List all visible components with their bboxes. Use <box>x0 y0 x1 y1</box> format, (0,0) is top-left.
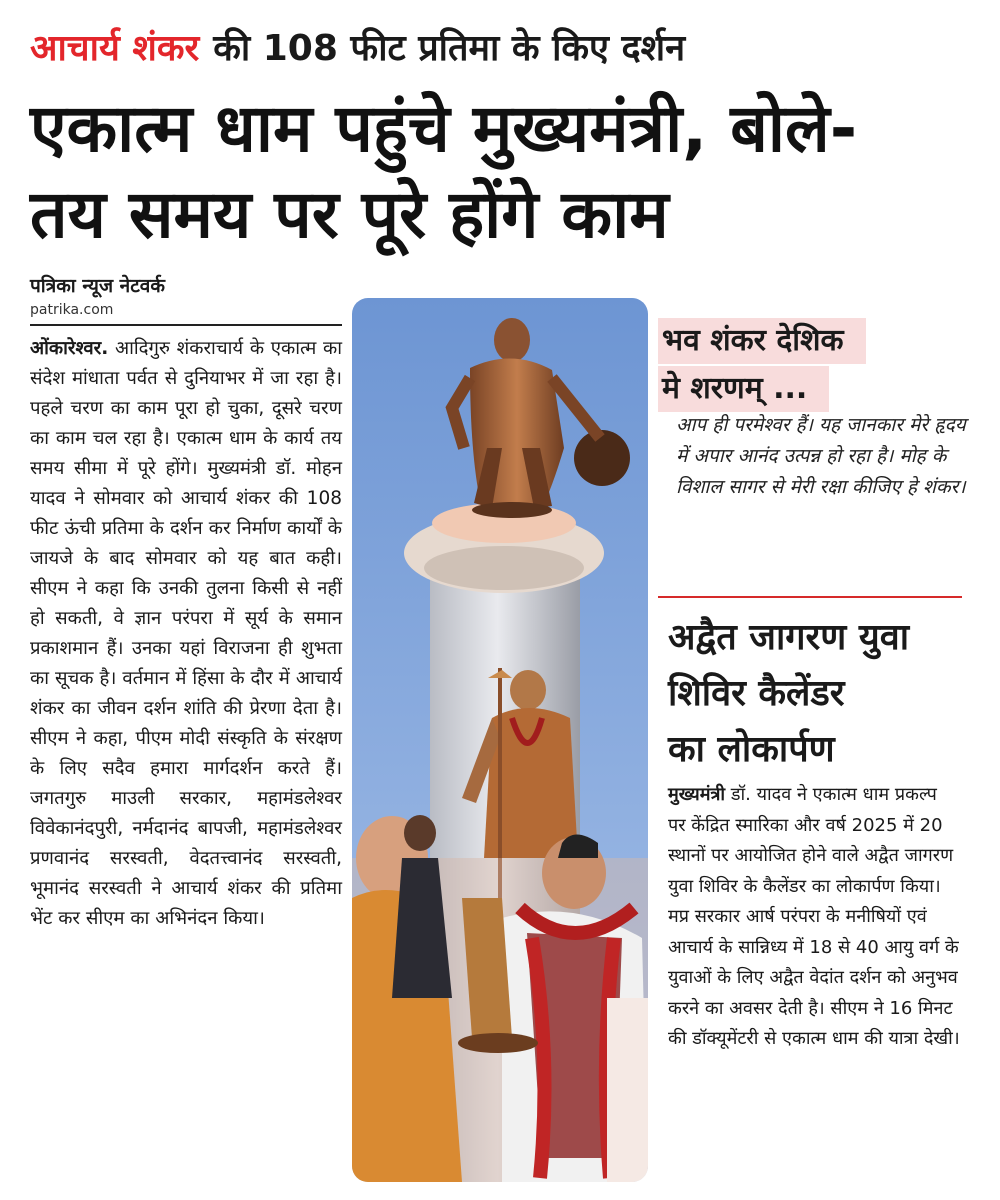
kicker <box>30 18 685 74</box>
main-story <box>30 334 342 934</box>
headline-line-1: एकात्म धाम पहुंचे मुख्यमंत्री, बोले- <box>30 90 858 167</box>
quote-body: आप ही परमेश्वर हैं। यह जानकार मेरे हृदय में अपार आनंद उत्पन्न हो रहा है। मोह के विशाल सागर से मेरी रक्षा कीजिए हे शंकर। <box>676 414 966 498</box>
story-body: आदिगुरु शंकराचार्य के एकात्म का संदेश मांधाता पर्वत से दुनियाभर में जा रहा है। पहले चरण का काम पूरा हो चुका, दूसरे चरण का काम चल रहा है। एकात्म धाम के कार्य तय समय सीमा में पूरे होंगे। मुख्यमंत्री डॉ. मोहन यादव ने सोमवार को आचार्य शंकर की 108 फीट ऊंची प्रतिमा के दर्शन कर निर्माण कार्यों के जायजे के बाद सोमवार को यह बात कही। सीएम ने कहा कि उनकी तुलना किसी से नहीं हो सकती, वे ज्ञान परंपरा में सूर्य के समान प्रकाशमान हैं। उनका यहां विराजना ही शुभता का सूचक है। वर्तमान में हिंसा के दौर में आचार्य शंकर का जीवन दर्शन शांति की प्रेरणा देता है। सीएम ने कहा, पीएम मोदी संस्कृति के संरक्षण के लिए सदैव हमारा मार्गदर्शन करते हैं। जगतगुरु माउली सरकार, महामंडलेश्वर विवेकानंदपुरी, नर्मदानंद बापजी, महामंडलेश्वर प्रणवानंद सरस्वती, वेदतत्त्वानंद सरस्वती, भूमानंद सरस्वती ने आचार्य शंकर की प्रतिमा भेंट कर सीएम का अभिनंदन किया। <box>30 338 342 929</box>
headline-line-2: तय समय पर पूरे होंगे काम <box>30 176 669 253</box>
sidebar-story <box>668 780 960 1055</box>
section-divider <box>658 596 962 598</box>
quote-title-line-2: मे शरणम् ... <box>658 366 829 412</box>
sidebar-headline <box>668 610 978 778</box>
sidebar-headline-line-1: अद्वैत जागरण युवा <box>668 617 910 658</box>
quote-title <box>658 318 866 414</box>
source-url: patrika.com <box>30 302 114 318</box>
sidebar-lead: मुख्यमंत्री <box>668 784 726 805</box>
byline-divider <box>30 324 342 326</box>
sidebar-headline-line-3: का लोकार्पण <box>668 729 835 770</box>
news-photo <box>352 298 648 1182</box>
quote-title-line-1: भव शंकर देशिक <box>658 318 866 364</box>
headline <box>30 86 990 258</box>
kicker-text: की 108 फीट प्रतिमा के किए दर्शन <box>213 27 686 69</box>
statue-photo-illustration <box>352 298 648 1182</box>
dateline: ओंकारेश्वर. <box>30 338 109 359</box>
sidebar-body: डॉ. यादव ने एकात्म धाम प्रकल्प पर केंद्रित स्मारिका और वर्ष 2025 में 20 स्थानों पर आयोजित होने वाले अद्वैत जागरण युवा शिविर के कैलेंडर का लोकार्पण किया। मप्र सरकार आर्ष परंपरा के मनीषियों एवं आचार्य के सान्निध्य में 18 से 40 आयु वर्ग के युवाओं के लिए अद्वैत वेदांत दर्शन को अनुभव करने का अवसर देती है। सीएम ने 16 मिनट की डॉक्यूमेंटरी से एकात्म धाम की यात्रा देखी। <box>668 784 960 1049</box>
kicker-highlight: आचार्य शंकर <box>30 27 200 69</box>
sidebar-headline-line-2: शिविर कैलेंडर <box>668 673 845 714</box>
byline: पत्रिका न्यूज नेटवर्क <box>30 275 165 297</box>
